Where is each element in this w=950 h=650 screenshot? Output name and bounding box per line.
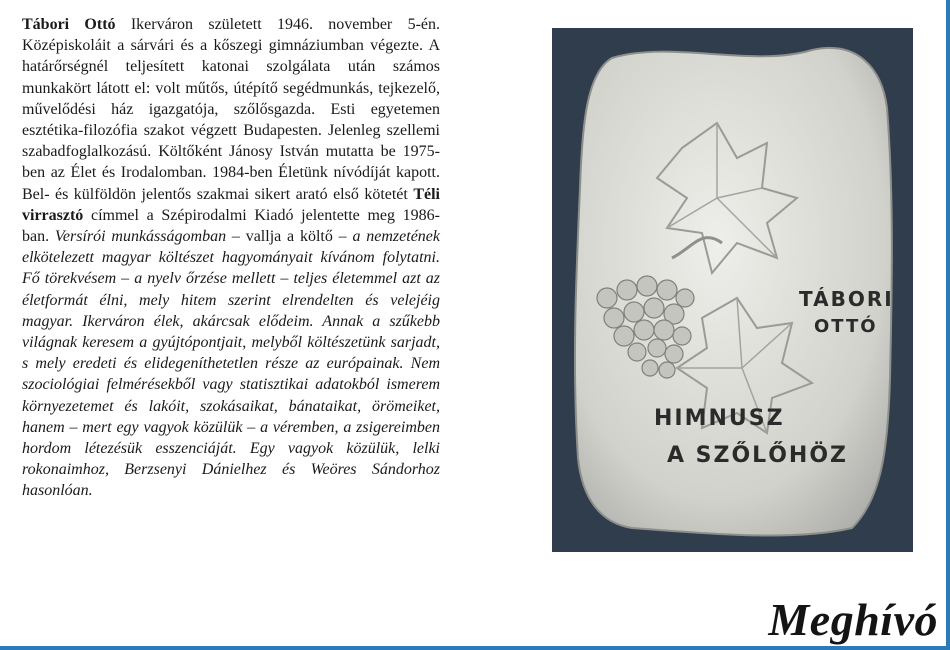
plaque-image (552, 28, 913, 552)
plaque-name-line2: OTTÓ (814, 316, 878, 337)
author-biography (22, 14, 440, 502)
bio-text-3: – vallja a költő – (226, 228, 353, 246)
plaque-title-line2: A SZŐLŐHÖZ (667, 443, 848, 468)
plaque-name-line1: TÁBORI (799, 287, 894, 311)
quote-part-1: Versírói munkásságomban (54, 228, 227, 246)
bio-text-2: címmel a Szépirodalmi Kiadó jelentette meg 1986-ban. (22, 206, 440, 246)
quote-part-2: a nemzetének elkötelezett magyar költészet hagyományait kívánom folytatni. Fő törekvésem – a nyelv őrzése mellett – teljes életemmel azt az életformát élni, mely hitem szerint elrendelten és velejéig magyar. Ikerváron élek, akárcsak elődeim. Annak a szűkebb világnak keresem a gyújtópontjait, melyből költészetünk sarjadt, s mely eredeti és elidegeníthetetlen része az európainak. Nem szociológiai felmérésekből vagy statisztikai adatokból ismerem környezetemet és lakóit, szokásaikat, bánataikat, örömeiket, hanem – mert egy vagyok közülük – a véremben, a zsigereimben hordom létezésük esszenciáját. Egy vagyok közülük, lelki rokonaimhoz, Berzsenyi Dánielhez és Weöres Sándorhoz hasonlóan. (22, 228, 441, 500)
author-name: Tábori Ottó (22, 16, 116, 33)
plaque-title-line1: HIMNUSZ (654, 406, 785, 431)
plaque-photo (552, 28, 913, 552)
bio-text-1: Ikerváron született 1946. november 5-én. Középiskoláit a sárvári és a kőszegi gimnáziumban végezte. A határőrségnél teljesített katonai szolgálata után számos munkakört látott el: volt műtős, útépítő segédmunkás, tejkezelő, művelődési ház igazgatója, szőlősgazda. Esti egyetemen esztétika-filozófia szakot végzett Budapesten. Jelenleg szellemi szabadfoglalkozású. Költőként Jánosy István mutatta be 1975-ben az Élet és Irodalomban. 1984-ben Életünk nívódíját kapott. Bel- és külföldön jelentős szakmai sikert arató első kötetét (22, 16, 440, 203)
book-title: Téli virrasztó (22, 185, 440, 224)
invitation-heading: Meghívó (768, 594, 938, 645)
